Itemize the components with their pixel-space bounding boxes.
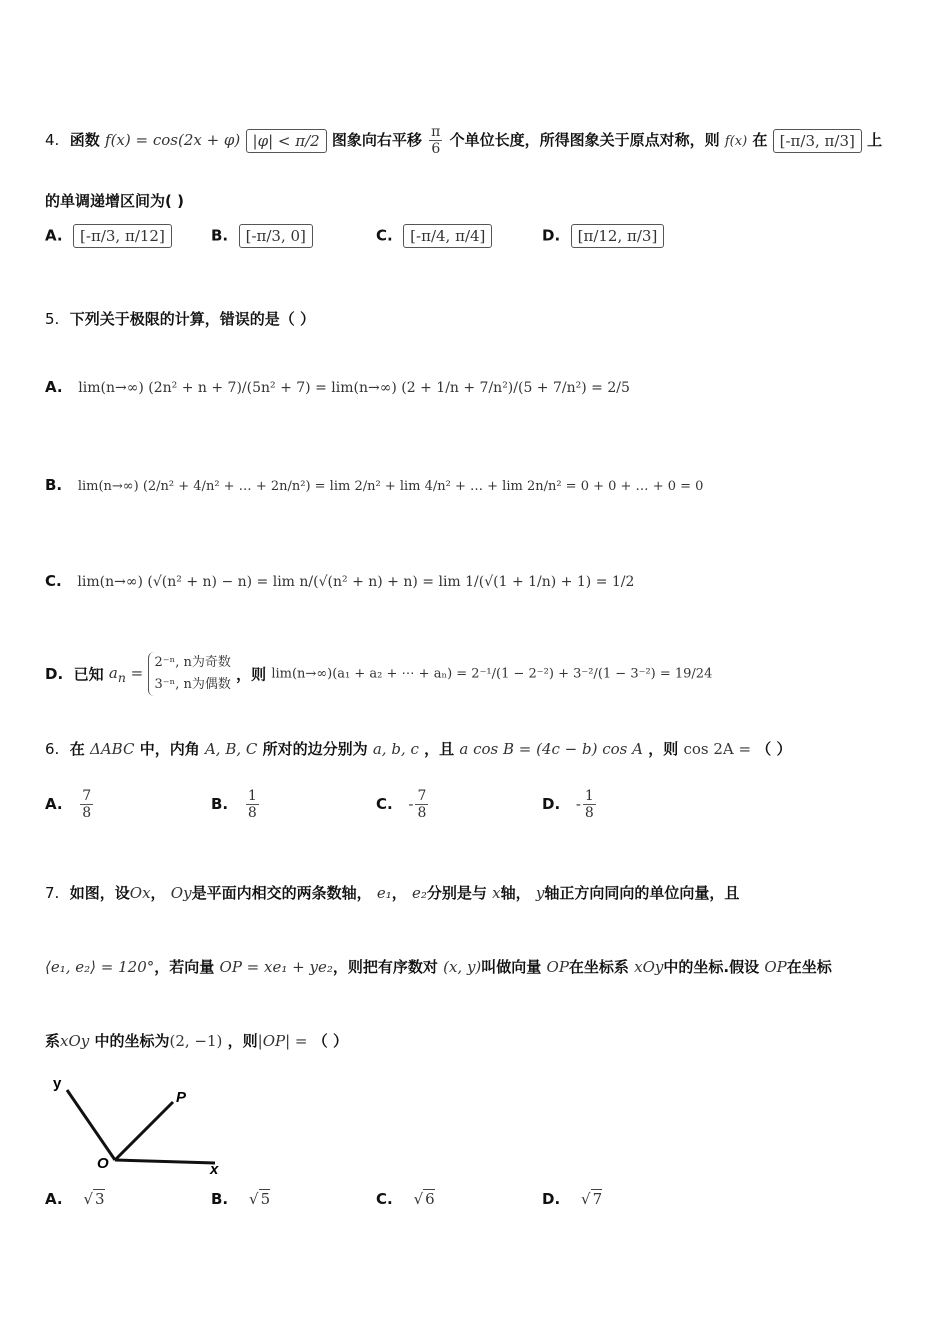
q4-interval: [-π/3, π/3] bbox=[773, 129, 862, 153]
q5-d-cases: 2⁻ⁿ, n为奇数 3⁻ⁿ, n为偶数 bbox=[148, 652, 230, 696]
fig-label-o: O bbox=[97, 1155, 109, 1172]
q6-option-c[interactable]: C. - $\frac{7}{8}$ bbox=[376, 788, 427, 821]
q5-title: 5. 下列关于极限的计算，错误的是（ ） bbox=[45, 310, 315, 328]
q4-line2: 的单调递增区间为( ) bbox=[45, 192, 184, 210]
fig-label-x: x bbox=[210, 1161, 219, 1178]
x-axis-line bbox=[115, 1160, 215, 1163]
q4-option-b[interactable]: B. [-π/3, 0] bbox=[211, 224, 313, 248]
fig-label-p: P bbox=[176, 1089, 187, 1106]
q5-option-c[interactable]: C. lim(n→∞) (√(n² + n) − n) = lim n/(√(n² + n) + n) = lim 1/(√(1 + 1/n) + 1) = 1/2 bbox=[45, 572, 635, 590]
q5-option-b[interactable]: B. lim(n→∞) (2/n² + 4/n² + … + 2n/n²) = lim 2/n² + lim 4/n² + … + lim 2n/n² = 0 + 0 + … + 0 = 0 bbox=[45, 476, 704, 494]
y-axis-line bbox=[67, 1090, 115, 1160]
q6-option-d[interactable]: D. - $\frac{1}{8}$ bbox=[542, 788, 594, 821]
q7-option-b[interactable]: B. √ 5 bbox=[211, 1190, 271, 1208]
q4-number: 4. bbox=[45, 131, 60, 149]
op-vector-line bbox=[115, 1102, 173, 1160]
q7-line3: 系xOy 中的坐标为(2, −1) ，则|OP| = （ ） bbox=[45, 1032, 348, 1050]
q6-option-b[interactable]: B. $\frac{1}{8}$ bbox=[211, 788, 257, 821]
q7-option-d[interactable]: D. √ 7 bbox=[542, 1190, 603, 1208]
q4-function: f(x) = cos(2x + φ) bbox=[105, 131, 241, 149]
fig-label-y: y bbox=[53, 1075, 62, 1092]
q4-option-a[interactable]: A. [-π/3, π/12] bbox=[45, 224, 172, 248]
q4-option-d[interactable]: D. [π/12, π/3] bbox=[542, 224, 664, 248]
q7-line2: ⟨e₁, e₂⟩ = 120°，若向量 OP = xe₁ + ye₂，则把有序数对 (x, y)叫做向量 OP在坐标系 xOy中的坐标.假设 OP在坐标 bbox=[45, 958, 832, 976]
q4-option-c[interactable]: C. [-π/4, π/4] bbox=[376, 224, 492, 248]
q4-condition: |φ| < π/2 bbox=[246, 129, 327, 153]
q7-line1: 7. 如图，设Ox， Oy是平面内相交的两条数轴， e₁， e₂分别是与 x轴， y轴正方向同向的单位向量，且 bbox=[45, 884, 740, 902]
q7-option-a[interactable]: A. √ 3 bbox=[45, 1190, 105, 1208]
q7-coordinate-figure bbox=[45, 1070, 235, 1180]
q6-option-a[interactable]: A. $\frac{7}{8}$ bbox=[45, 788, 92, 821]
q4-line1: 4. 函数 f(x) = cos(2x + φ) |φ| < π/2 图象向右平移 $\frac{\pi}{6}$ 个单位长度，所得图象关于原点对称，则 f(x) 在 [-π/3, π/3] 上 bbox=[45, 124, 883, 157]
q6-line: 6. 在 ΔABC 中，内角 A, B, C 所对的边分别为 a, b, c ，且 a cos B = (4c − b) cos A ，则 cos 2A = （ ） bbox=[45, 740, 792, 758]
q7-option-c[interactable]: C. √ 6 bbox=[376, 1190, 435, 1208]
q5-option-a[interactable]: A. lim(n→∞) (2n² + n + 7)/(5n² + 7) = lim(n→∞) (2 + 1/n + 7/n²)/(5 + 7/n²) = 2/5 bbox=[45, 378, 630, 396]
q4-shift-fraction: $\frac{\pi}{6}$ bbox=[431, 124, 441, 157]
q5-option-d[interactable]: D. 已知 $a_n$ = 2⁻ⁿ, n为奇数 3⁻ⁿ, n为偶数 ，则 lim(n→∞)(a₁ + a₂ + ⋯ + aₙ) = 2⁻¹/(1 − 2⁻²) + 3⁻²/(1 − 3⁻²) = 19/24 bbox=[45, 652, 712, 696]
